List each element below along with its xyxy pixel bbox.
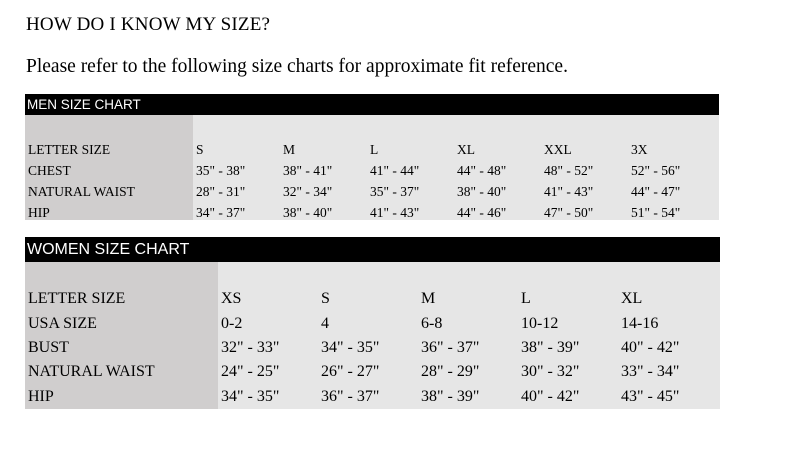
women-size-chart [25,237,720,409]
women-row-bust [28,336,721,360]
row-label: LETTER SIZE [28,141,111,157]
measurement-cell: 36" - 37" [421,338,480,356]
measurement-cell: 28" - 29" [421,363,480,381]
men-chart-rows [28,139,718,223]
measurement-cell: 34" - 35" [221,387,280,405]
measurement-cell: 26" - 27" [321,363,380,381]
measurement-cell: 35" - 38" [196,162,246,178]
size-cell: XL [621,290,643,308]
row-label: USA SIZE [28,314,97,332]
men-chart-title: MEN SIZE CHART [25,94,719,115]
measurement-cell: 32" - 33" [221,338,280,356]
women-chart-rows [28,287,721,409]
measurement-cell: 48" - 52" [544,162,594,178]
measurement-cell: 33" - 34" [621,363,680,381]
row-label: HIP [28,387,54,405]
size-cell: XXL [544,141,572,157]
row-label: HIP [28,204,50,220]
size-cell: 4 [321,314,329,332]
measurement-cell: 44" - 46" [457,204,507,220]
measurement-cell: 43" - 45" [621,387,680,405]
women-row-usa-size [28,311,721,335]
row-label: CHEST [28,162,71,178]
measurement-cell: 28" - 31" [196,183,246,199]
measurement-cell: 41" - 43" [370,204,420,220]
women-row-natural-waist [28,360,721,384]
measurement-cell: 41" - 44" [370,162,420,178]
men-row-hip [28,202,718,223]
size-cell: 3X [631,141,648,157]
measurement-cell: 38" - 40" [457,183,507,199]
size-cell: M [421,290,436,308]
men-row-chest [28,160,718,181]
row-label: BUST [28,338,69,356]
measurement-cell: 38" - 39" [421,387,480,405]
men-size-chart [25,94,719,220]
measurement-cell: 44" - 48" [457,162,507,178]
measurement-cell: 41" - 43" [544,183,594,199]
measurement-cell: 40" - 42" [521,387,580,405]
measurement-cell: 51" - 54" [631,204,681,220]
size-cell: 14-16 [621,314,659,332]
size-cell: L [521,290,531,308]
measurement-cell: 32" - 34" [283,183,333,199]
measurement-cell: 30" - 32" [521,363,580,381]
size-cell: S [321,290,330,308]
measurement-cell: 24" - 25" [221,363,280,381]
measurement-cell: 36" - 37" [321,387,380,405]
women-row-hip [28,385,721,409]
size-cell: 6-8 [421,314,443,332]
measurement-cell: 38" - 39" [521,338,580,356]
intro-text: Please refer to the following size charts for approximate fit reference. [26,56,568,77]
measurement-cell: 52" - 56" [631,162,681,178]
measurement-cell: 47" - 50" [544,204,594,220]
women-chart-title: WOMEN SIZE CHART [25,237,720,262]
measurement-cell: 38" - 40" [283,204,333,220]
measurement-cell: 40" - 42" [621,338,680,356]
measurement-cell: 35" - 37" [370,183,420,199]
size-cell: XL [457,141,475,157]
measurement-cell: 34" - 37" [196,204,246,220]
women-row-letter-size [28,287,721,311]
measurement-cell: 38" - 41" [283,162,333,178]
measurement-cell: 34" - 35" [321,338,380,356]
men-row-natural-waist [28,181,718,202]
size-cell: S [196,141,204,157]
size-cell: 10-12 [521,314,559,332]
row-label: NATURAL WAIST [28,183,135,199]
row-label: NATURAL WAIST [28,363,155,381]
size-cell: 0-2 [221,314,243,332]
size-cell: L [370,141,379,157]
measurement-cell: 44" - 47" [631,183,681,199]
page-heading: HOW DO I KNOW MY SIZE? [26,14,271,35]
men-row-letter-size [28,139,718,160]
row-label: LETTER SIZE [28,290,126,308]
size-cell: XS [221,290,242,308]
size-cell: M [283,141,296,157]
